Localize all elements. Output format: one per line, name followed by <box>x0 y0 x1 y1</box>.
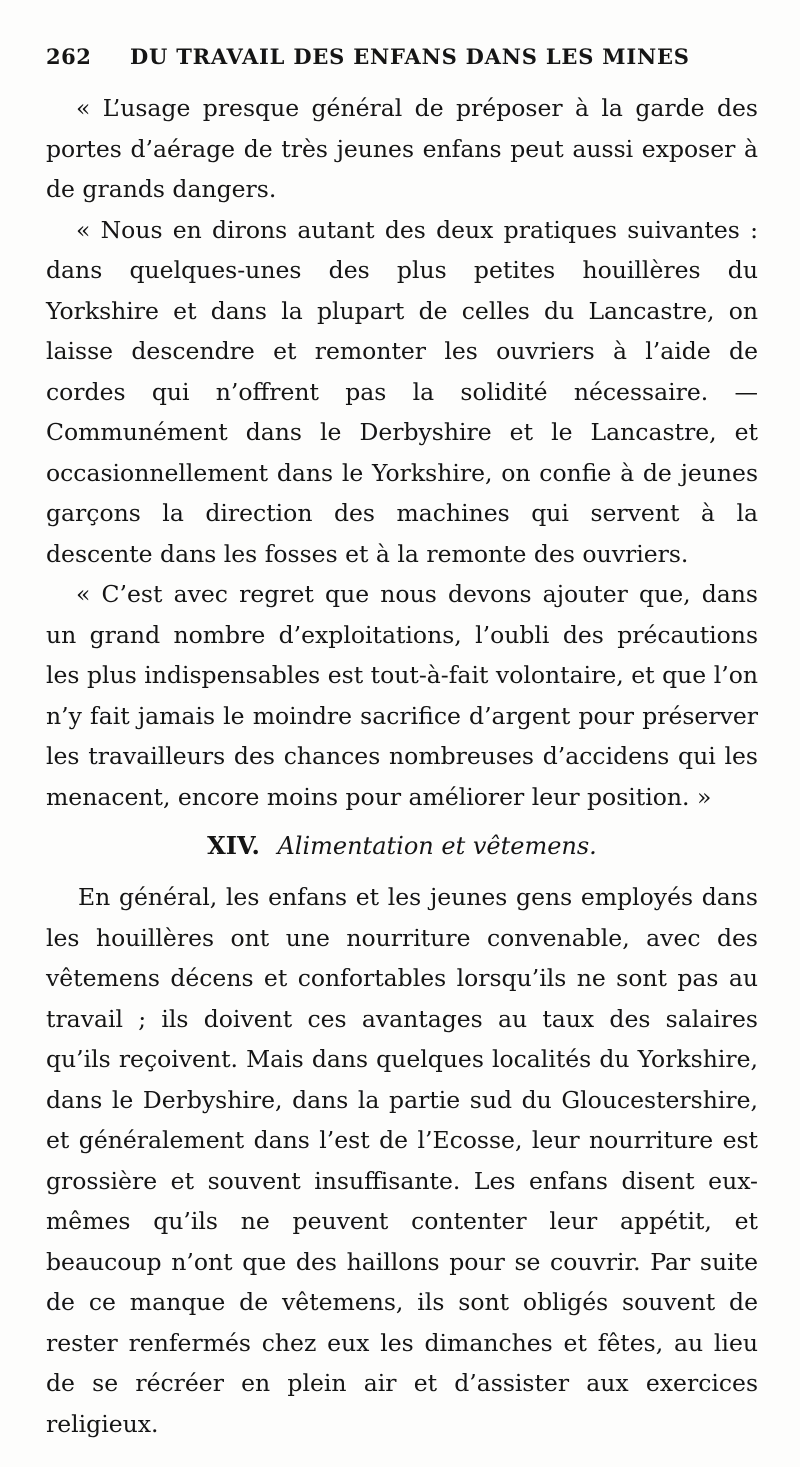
section-number: XIV. <box>207 831 260 860</box>
section-title: Alimentation et vêtemens. <box>277 832 597 860</box>
paragraph-door-guards: « L’usage presque général de préposer à la garde des portes d’aérage de très jeunes enfans peut aussi exposer à de grands dangers. <box>46 94 758 203</box>
section-heading <box>46 829 758 863</box>
paragraph-ropes-machines: « Nous en dirons autant des deux pratiques suivantes : dans quelques-unes des plus petites houillères du Yorkshire et dans la plupart de celles du Lancastre, on laisse descendre et remonter les ouvriers à l’aide de cordes qui n’offrent pas la solidité nécessaire. — Communément dans le Derbyshire et le Lancastre, et occasionnellement dans le Yorkshire, on confie à de jeunes garçons la direction des machines qui servent à la descente dans les fosses et à la remonte des ouvriers. <box>46 215 758 568</box>
running-title: DU TRAVAIL DES ENFANS DANS LES MINES <box>130 44 690 69</box>
paragraph-precautions: « C’est avec regret que nous devons ajouter que, dans un grand nombre d’exploitations, l’oubli des précautions les plus indispensables est tout-à-fait volontaire, et que l’on n’y fait jamais le moindre sacrifice d’argent pour préserver les travailleurs des chances nombreuses d’accidens qui les menacent, encore moins pour améliorer leur position. » <box>46 580 758 811</box>
body-text <box>46 88 758 1444</box>
paragraph-food-clothing: En général, les enfans et les jeunes gens employés dans les houillères ont une nourriture convenable, avec des vêtemens décens et confortables lorsqu’ils ne sont pas au travail ; ils doivent ces avantages au taux des salaires qu’ils reçoivent. Mais dans quelques localités du Yorkshire, dans le Derbyshire, dans la partie sud du Gloucestershire, et généralement dans l’est de l’Ecosse, leur nourriture est grossière et souvent insuffisante. Les enfans disent eux-mêmes qu’ils ne peuvent contenter leur appétit, et beaucoup n’ont que des haillons pour se couvrir. Par suite de ce manque de vêtemens, ils sont obligés souvent de rester renfermés chez eux les dimanches et fêtes, au lieu de se récréer en plein air et d’assister aux exercices religieux. <box>46 883 758 1438</box>
page-header <box>46 44 756 78</box>
page-number: 262 <box>46 44 92 69</box>
